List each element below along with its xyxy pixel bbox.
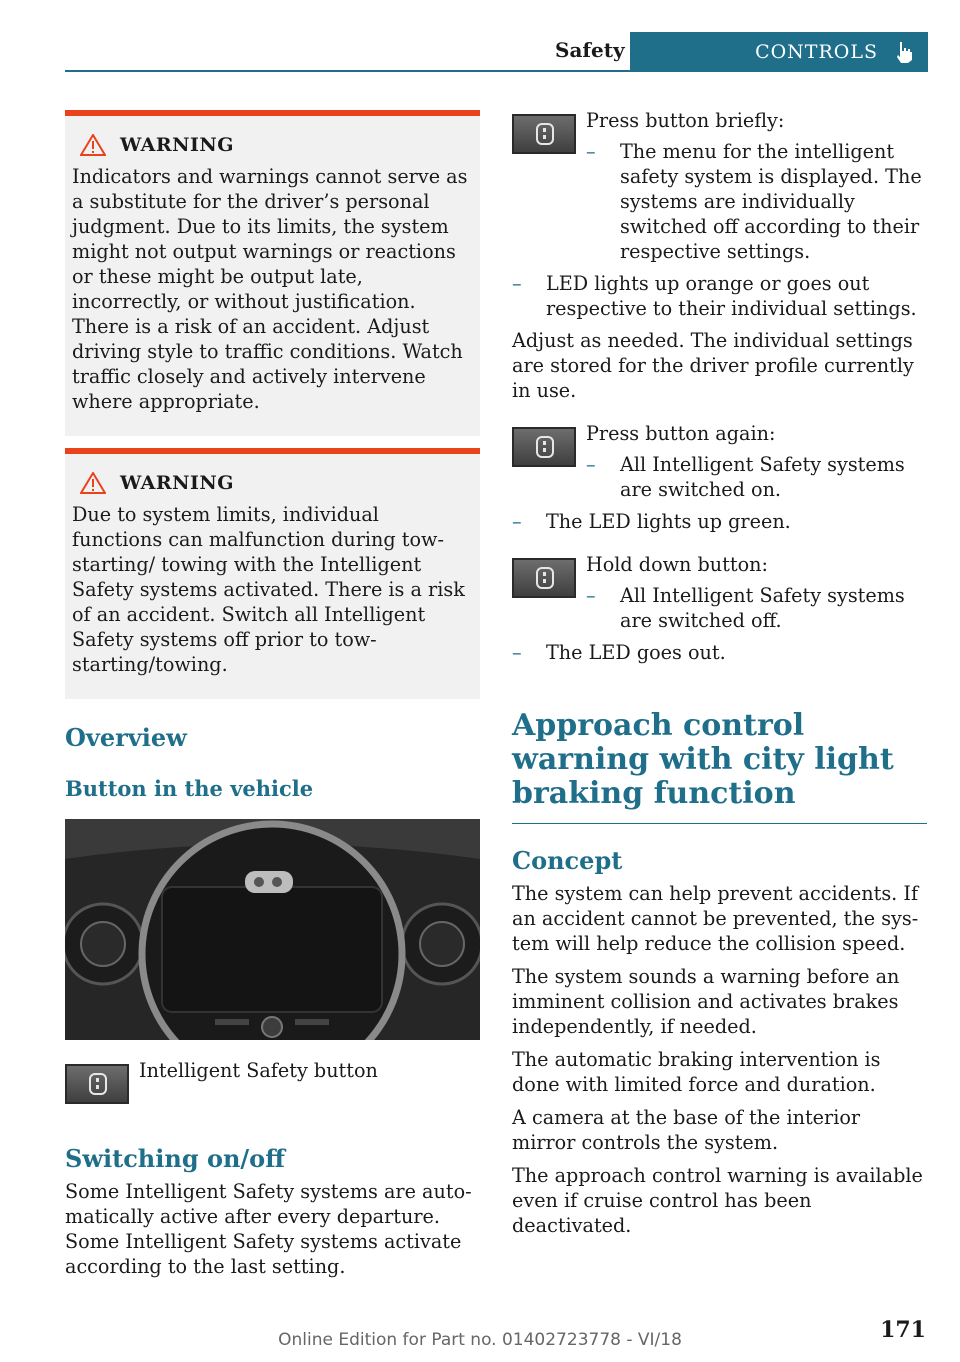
list-item: – LED lights up orange or goes out respective to their individual settings. <box>512 271 927 321</box>
concept-paragraph: The approach control warning is available even if cruise control has been deactivated. <box>512 1164 923 1237</box>
hand-pointer-icon <box>892 40 916 64</box>
intelligent-safety-button-icon <box>512 427 576 467</box>
page-number: 171 <box>880 1317 926 1343</box>
intelligent-safety-button-icon <box>512 558 576 598</box>
intelligent-safety-button-icon <box>65 1064 129 1104</box>
section-rule <box>512 823 927 824</box>
warning-label: WARNING <box>120 472 235 494</box>
concept-paragraph: The system can help prevent accidents. If an accident cannot be prevented, the system will help reduce the collision speed. <box>512 882 919 955</box>
warning-box-1 <box>65 110 480 436</box>
dashboard-photo <box>65 819 480 1040</box>
adjust-text: Adjust as needed. The individual settings are stored for the driver profile currently in use. <box>512 329 914 402</box>
header-chapter-tab <box>630 32 928 72</box>
concept-heading: Concept <box>512 846 623 875</box>
press-again-lead: Press button again: <box>586 422 776 445</box>
warning-triangle-icon <box>80 472 106 494</box>
button-caption: Intelligent Safety button <box>139 1059 378 1082</box>
overview-heading: Overview <box>65 723 187 752</box>
button-heading: Button in the vehicle <box>65 776 314 801</box>
switching-heading: Switching on/off <box>65 1144 285 1173</box>
list-item: – All Intelligent Safety systems are switched off. <box>586 583 927 633</box>
warning-box-2 <box>65 448 480 699</box>
left-column <box>65 110 480 1287</box>
button-caption-row <box>65 1058 480 1104</box>
intelligent-safety-button-icon <box>512 114 576 154</box>
header-section: Safety <box>555 38 625 62</box>
header-chapter: CONTROLS <box>755 41 878 63</box>
press-briefly-row <box>512 108 927 271</box>
concept-paragraph: The system sounds a warning before an imminent collision and activates brakes independently, if needed. <box>512 965 900 1038</box>
switching-text: Some Intelligent Safety systems are automatically active after every departure. Some Intelligent Safety systems activate according to the last setting. <box>65 1180 472 1278</box>
right-column <box>512 108 927 1246</box>
hold-down-row <box>512 552 927 640</box>
press-again-row <box>512 421 927 509</box>
list-item: – The LED lights up green. <box>512 509 927 534</box>
press-briefly-lead: Press button briefly: <box>586 109 785 132</box>
section-heading: Approach control warning with city light braking function <box>512 708 894 811</box>
footer-edition: Online Edition for Part no. 01402723778 - VI/18 <box>278 1330 682 1350</box>
warning-label: WARNING <box>120 134 235 156</box>
warning-text: Indicators and warnings cannot serve as a substitute for the driver’s personal judgment. Due to its limits, the system might not output warnings or reactions or these might be output late, incorrectly, or without justification. There is a risk of an accident. Adjust driving style to traffic conditions. Watch traffic closely and actively intervene where appropriate. <box>72 165 468 413</box>
list-item: – The LED goes out. <box>512 640 927 665</box>
list-item: – All Intelligent Safety systems are switched on. <box>586 452 927 502</box>
dashboard-illustration <box>65 819 480 1040</box>
concept-paragraph: The automatic braking intervention is done with limited force and duration. <box>512 1048 881 1096</box>
hold-down-lead: Hold down button: <box>586 553 768 576</box>
warning-text: Due to system limits, individual functions can malfunction during tow-starting/ towing with the Intelligent Safety systems activated. There is a risk of an accident. Switch all Intelligent Safety systems off prior to tow-starting/towing. <box>72 503 465 676</box>
concept-paragraph: A camera at the base of the interior mirror controls the system. <box>512 1106 861 1154</box>
warning-triangle-icon <box>80 134 106 156</box>
warning-heading <box>72 134 472 156</box>
list-item: – The menu for the intelligent safety system is displayed. The systems are individually switched off according to their respective settings. <box>586 139 927 264</box>
concept-body <box>512 881 927 1238</box>
warning-heading <box>72 472 472 494</box>
